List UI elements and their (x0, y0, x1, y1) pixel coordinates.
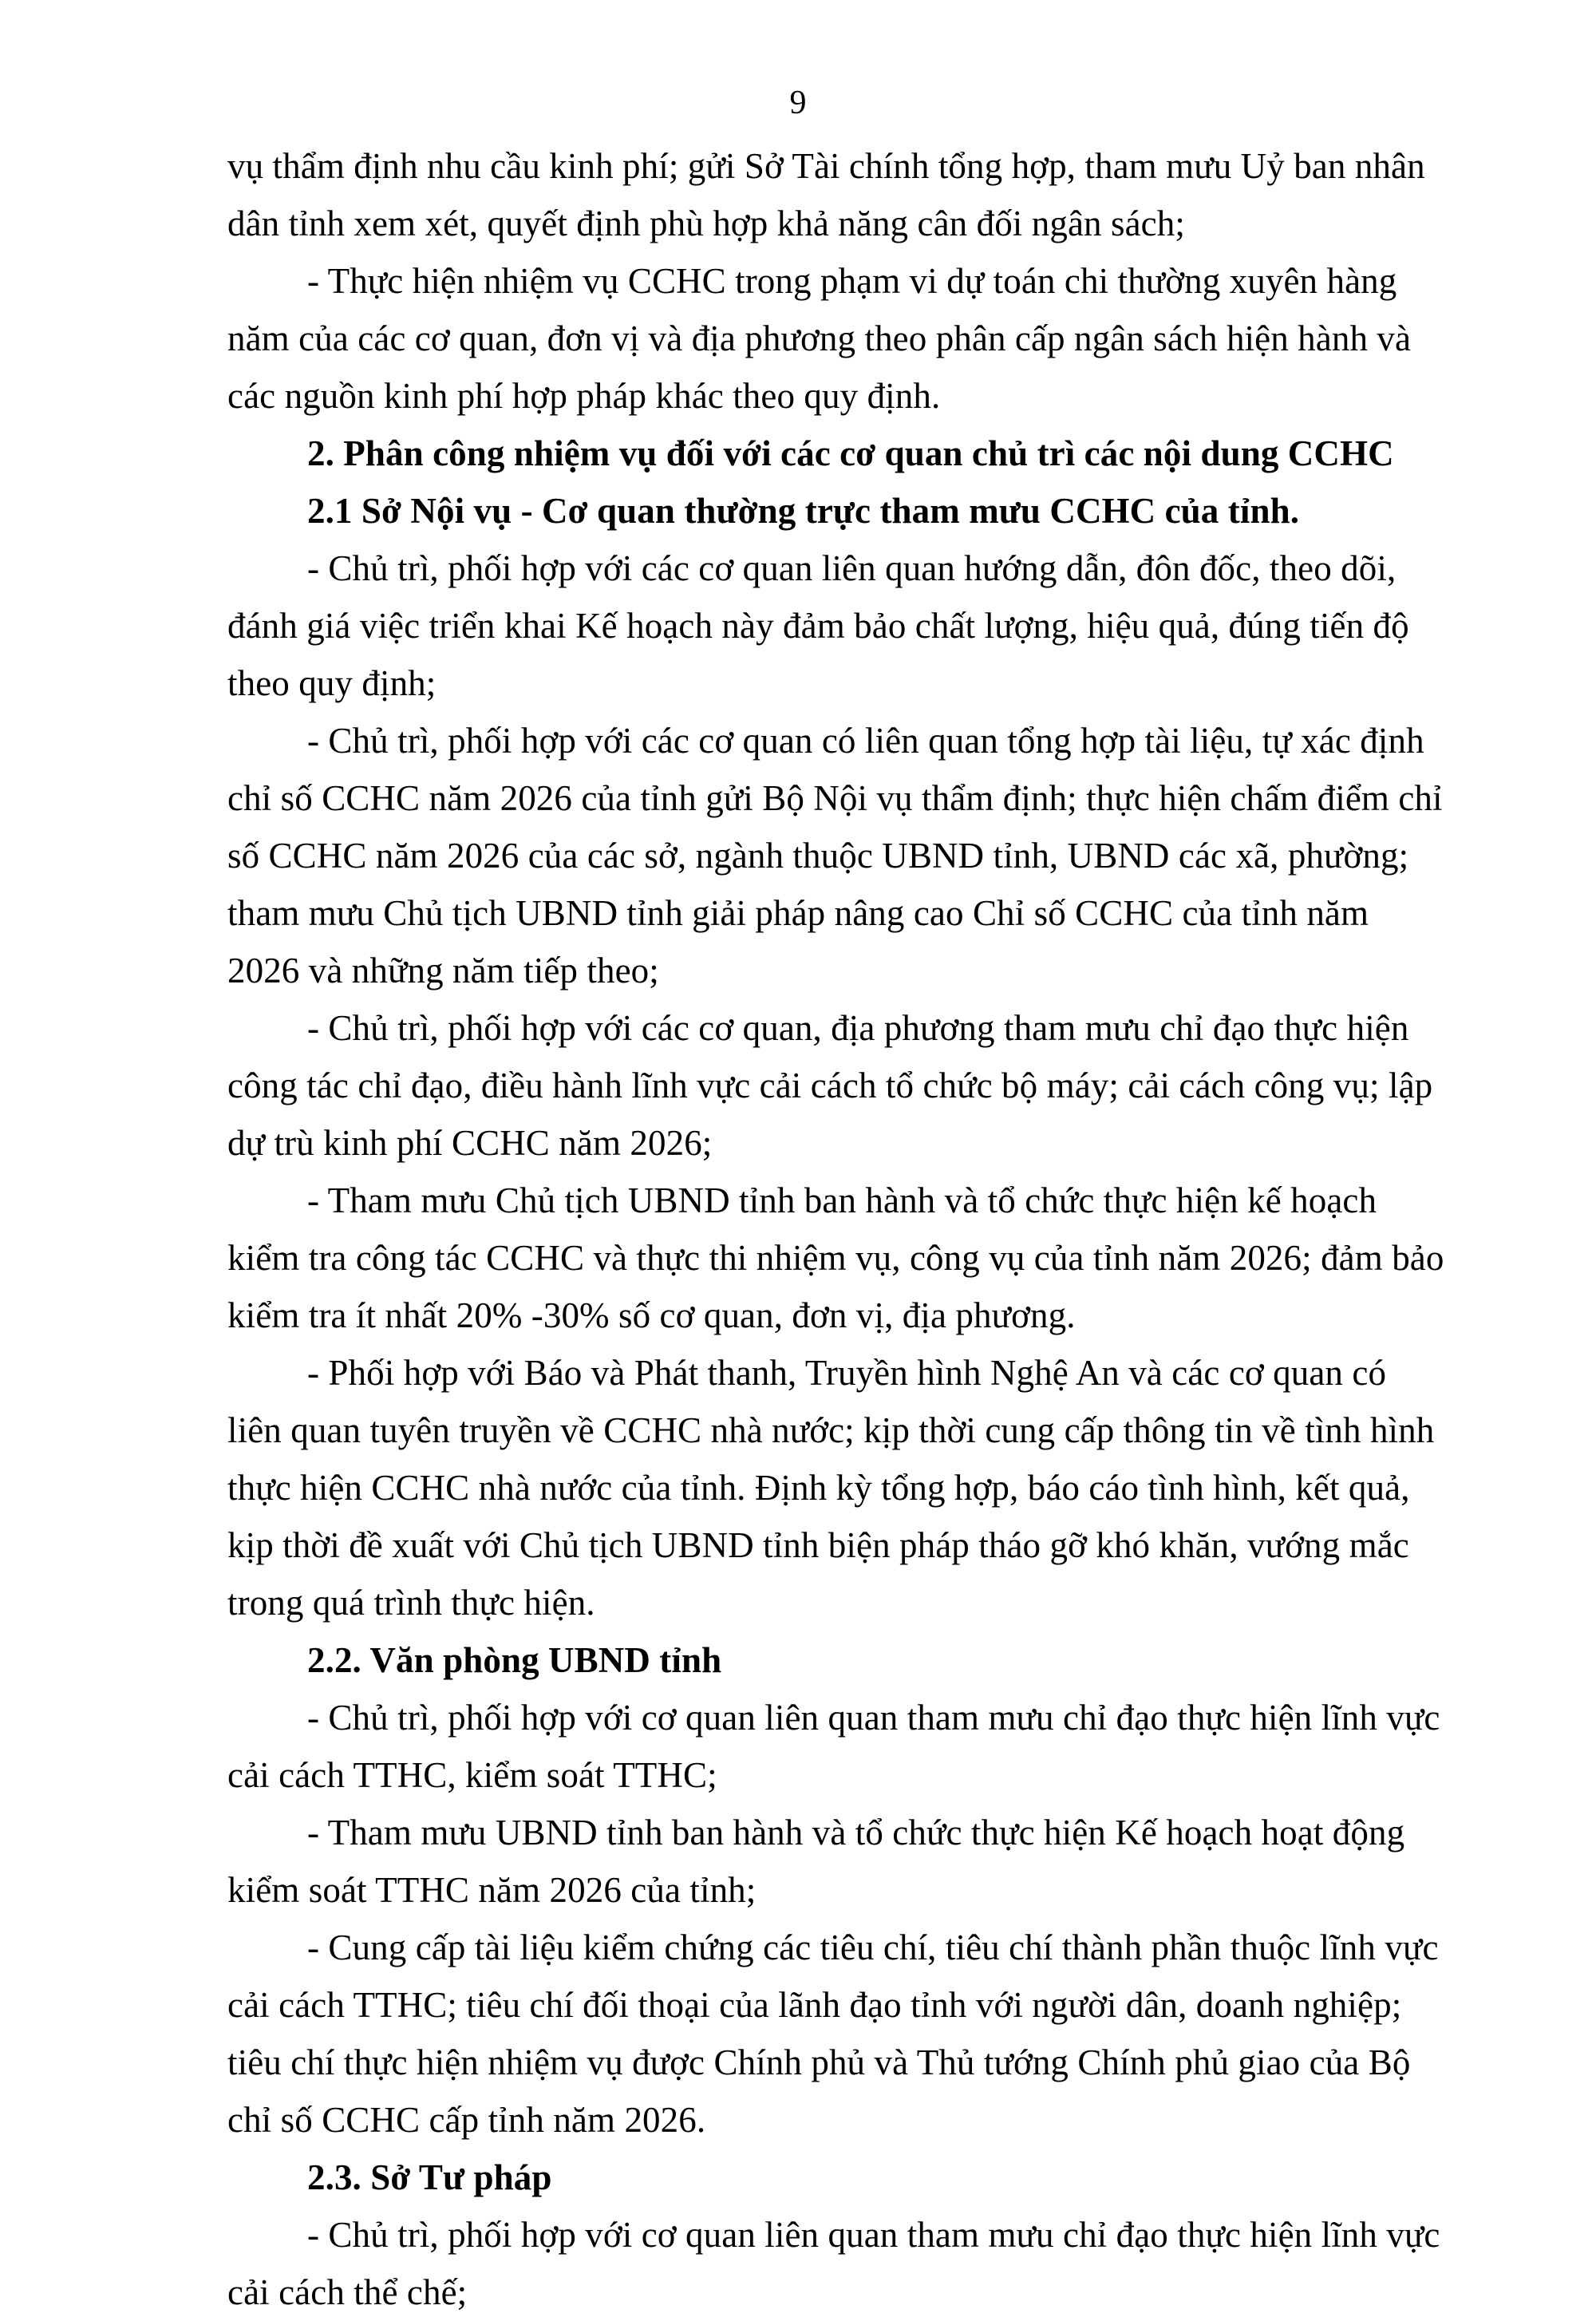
paragraph-bullet: - Chủ trì, phối hợp với các cơ quan, địa phương tham mưu chỉ đạo thực hiện công tác chỉ đạo, điều hành lĩnh vực cải cách tổ chức bộ máy; cải cách công vụ; lập dự trù kinh phí CCHC năm 2026; (227, 1008, 1433, 1163)
paragraph-bullet: - Chủ trì, phối hợp với các cơ quan liên quan hướng dẫn, đôn đốc, theo dõi, đánh giá việc triển khai Kế hoạch này đảm bảo chất lượng, hiệu quả, đúng tiến độ theo quy định; (227, 548, 1409, 703)
paragraph-bullet: - Tham mưu Chủ tịch UBND tỉnh ban hành và tổ chức thực hiện kế hoạch kiểm tra công tác CCHC và thực thi nhiệm vụ, công vụ của tỉnh năm 2026; đảm bảo kiểm tra ít nhất 20% -30% số cơ quan, đơn vị, địa phương. (227, 1180, 1444, 1335)
paragraph-bullet: - Chủ trì, phối hợp với cơ quan liên quan tham mưu chỉ đạo thực hiện lĩnh vực cải cách TTHC, kiểm soát TTHC; (227, 1698, 1440, 1795)
document-body (227, 137, 1448, 2321)
section-heading-2: 2. Phân công nhiệm vụ đối với các cơ quan chủ trì các nội dung CCHC (307, 433, 1394, 473)
paragraph-bullet: - Chủ trì, phối hợp với các cơ quan có liên quan tổng hợp tài liệu, tự xác định chỉ số CCHC năm 2026 của tỉnh gửi Bộ Nội vụ thẩm định; thực hiện chấm điểm chỉ số CCHC năm 2026 của các sở, ngành thuộc UBND tỉnh, UBND các xã, phường; tham mưu Chủ tịch UBND tỉnh giải pháp nâng cao Chỉ số CCHC của tỉnh năm 2026 và những năm tiếp theo; (227, 721, 1443, 990)
paragraph-bullet: - Tham mưu UBND tỉnh ban hành và tổ chức thực hiện Kế hoạch hoạt động kiểm soát TTHC năm 2026 của tỉnh; (227, 1813, 1405, 1910)
section-heading-2-1: 2.1 Sở Nội vụ - Cơ quan thường trực tham mưu CCHC của tỉnh. (307, 491, 1300, 531)
paragraph-continuation: vụ thẩm định nhu cầu kinh phí; gửi Sở Tài chính tổng hợp, tham mưu Uỷ ban nhân dân tỉnh xem xét, quyết định phù hợp khả năng cân đối ngân sách; (227, 146, 1425, 243)
paragraph-bullet: - Thực hiện nhiệm vụ CCHC trong phạm vi dự toán chi thường xuyên hàng năm của các cơ quan, đơn vị và địa phương theo phân cấp ngân sách hiện hành và các nguồn kinh phí hợp pháp khác theo quy định. (227, 261, 1412, 416)
section-heading-2-3: 2.3. Sở Tư pháp (307, 2157, 552, 2197)
section-heading-2-2: 2.2. Văn phòng UBND tỉnh (307, 1640, 722, 1680)
page-number: 9 (789, 85, 807, 121)
paragraph-bullet: - Chủ trì, phối hợp với cơ quan liên quan tham mưu chỉ đạo thực hiện lĩnh vực cải cách thể chế; (227, 2215, 1440, 2312)
paragraph-bullet: - Cung cấp tài liệu kiểm chứng các tiêu chí, tiêu chí thành phần thuộc lĩnh vực cải cách TTHC; tiêu chí đối thoại của lãnh đạo tỉnh với người dân, doanh nghiệp; tiêu chí thực hiện nhiệm vụ được Chính phủ và Thủ tướng Chính phủ giao của Bộ chỉ số CCHC cấp tỉnh năm 2026. (227, 1928, 1439, 2140)
paragraph-bullet: - Phối hợp với Báo và Phát thanh, Truyền hình Nghệ An và các cơ quan có liên quan tuyên truyền về CCHC nhà nước; kịp thời cung cấp thông tin về tình hình thực hiện CCHC nhà nước của tỉnh. Định kỳ tổng hợp, báo cáo tình hình, kết quả, kịp thời đề xuất với Chủ tịch UBND tỉnh biện pháp tháo gỡ khó khăn, vướng mắc trong quá trình thực hiện. (227, 1353, 1435, 1623)
